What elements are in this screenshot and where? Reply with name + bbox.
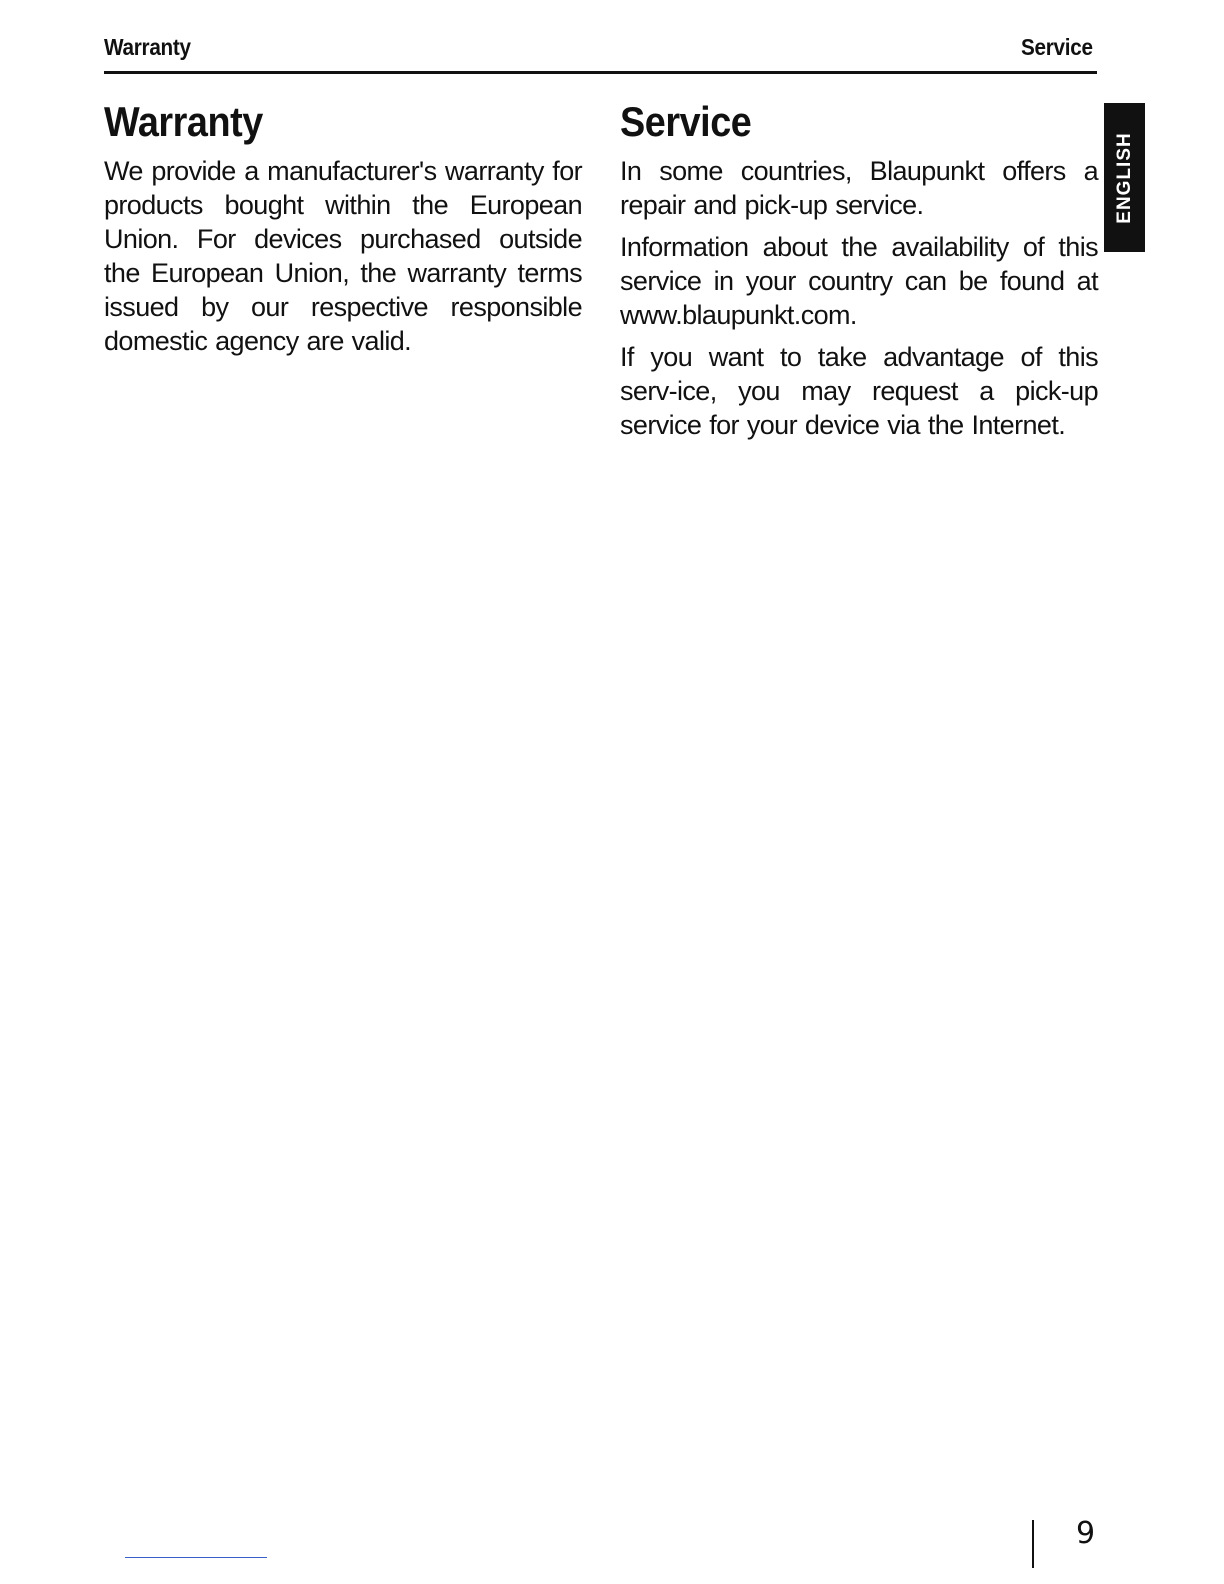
footer-line: [125, 1557, 267, 1558]
page-number-separator: [1032, 1520, 1034, 1568]
warranty-section: [104, 96, 582, 366]
service-heading: Service: [620, 98, 752, 145]
service-paragraph: Information about the availability of this service in your country can be found at www.blaupunkt.com.: [620, 232, 1098, 330]
service-paragraph: In some countries, Blaupunkt offers a repair and pick-up service.: [620, 156, 1098, 220]
running-header-right: Service: [1021, 34, 1093, 60]
page-number: 9: [1076, 1516, 1096, 1551]
warranty-paragraph: We provide a manufacturer's warranty for products bought within the European Union. For devices purchased outside the European Union, the warranty terms issued by our respective responsible domestic agency are valid.: [104, 156, 582, 356]
running-header-left: Warranty: [104, 34, 191, 60]
language-tab-label: ENGLISH: [1113, 131, 1135, 224]
service-paragraph: If you want to take advantage of this serv-ice, you may request a pick-up service for your device via the Internet.: [620, 342, 1098, 440]
warranty-heading: Warranty: [104, 98, 263, 145]
header-rule: [104, 71, 1097, 74]
service-section: [620, 96, 1098, 450]
language-tab: [1104, 103, 1145, 252]
